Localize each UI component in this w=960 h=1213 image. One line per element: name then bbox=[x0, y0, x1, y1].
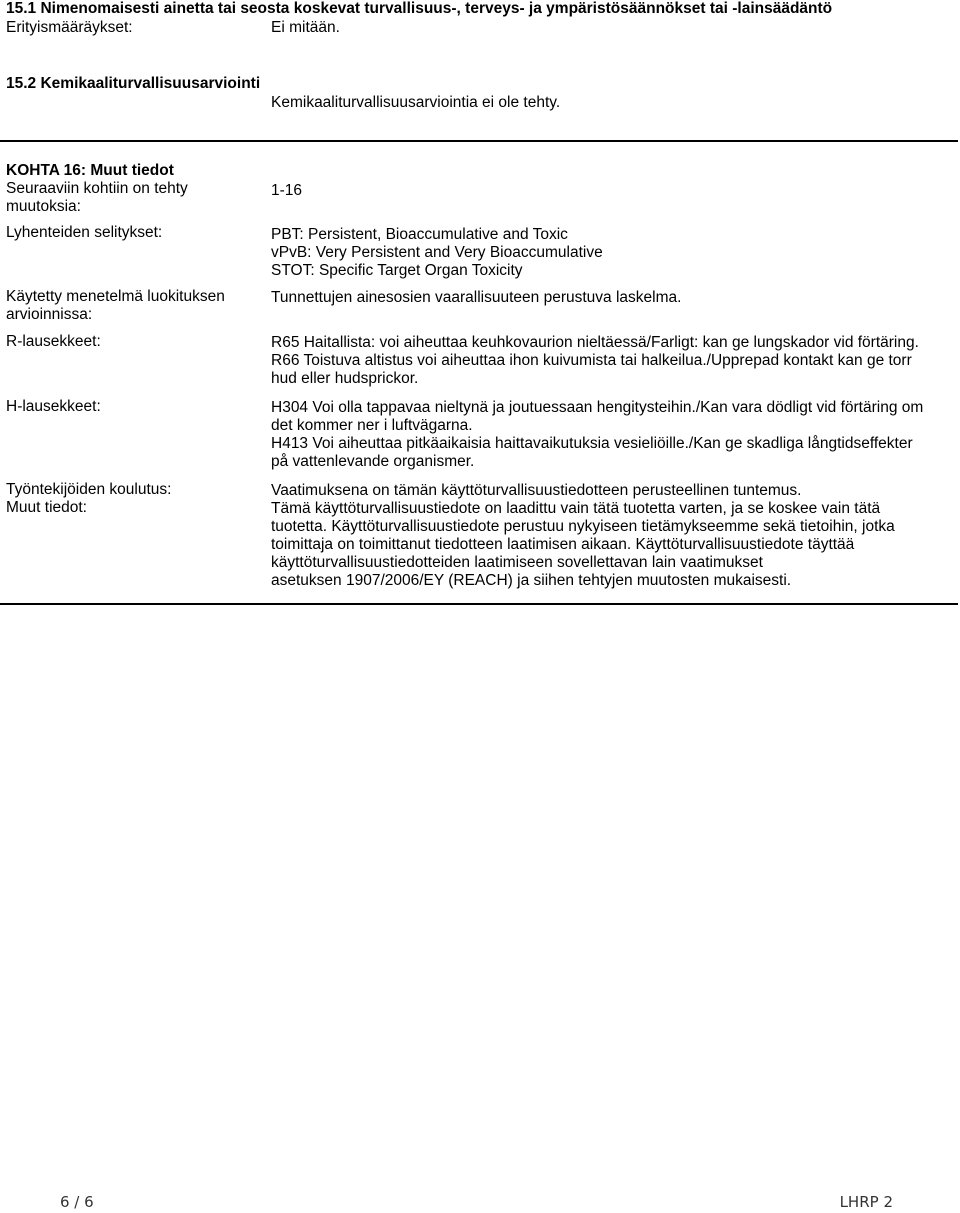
abbreviations-label: Lyhenteiden selitykset: bbox=[6, 224, 163, 241]
other-info-label: Muut tiedot: bbox=[6, 499, 87, 516]
method-value: Tunnettujen ainesosien vaarallisuuteen perustuva laskelma. bbox=[271, 289, 682, 306]
other-info-line: asetuksen 1907/2006/EY (REACH) ja siihen tehtyjen muutosten mukaisesti. bbox=[271, 572, 792, 589]
h-phrase-line: på vattenlevande organismer. bbox=[271, 453, 475, 470]
changes-value: 1-16 bbox=[271, 182, 303, 199]
method-label-line-1: Käytetty menetelmä luokituksen bbox=[6, 288, 225, 305]
changes-label-line-2: muutoksia: bbox=[6, 198, 81, 215]
abbreviation-stot: STOT: Specific Target Organ Toxicity bbox=[271, 262, 523, 279]
method-label-line-2: arvioinnissa: bbox=[6, 306, 93, 323]
special-provisions-value: Ei mitään. bbox=[271, 19, 340, 36]
abbreviation-pbt: PBT: Persistent, Bioaccumulative and Toxic bbox=[271, 226, 568, 243]
r-phrase-line: R65 Haitallista: voi aiheuttaa keuhkovaurion nieltäessä/Farligt: kan ge lungskador vid förtäring. bbox=[271, 334, 919, 351]
training-label: Työntekijöiden koulutus: bbox=[6, 481, 172, 498]
h-phrases-label: H-lausekkeet: bbox=[6, 398, 101, 415]
training-value: Vaatimuksena on tämän käyttöturvallisuustiedotteen perusteellinen tuntemus. bbox=[271, 482, 802, 499]
section-divider-top bbox=[0, 140, 958, 142]
page-number: 6 / 6 bbox=[60, 1193, 94, 1211]
other-info-line: tuotetta. Käyttöturvallisuustiedote perustuu nykyiseen tietämykseemme sekä tietoihin, jotka bbox=[271, 518, 895, 535]
h-phrase-line: det kommer ner i luftvägarna. bbox=[271, 417, 473, 434]
other-info-line: käyttöturvallisuustiedotteiden laatimiseen sovellettavan lain vaatimukset bbox=[271, 554, 763, 571]
other-info-line: toimittaja on toimittanut tiedotteen laatimisen aikaan. Käyttöturvallisuustiedote täyttää bbox=[271, 536, 855, 553]
h-phrase-line: H304 Voi olla tappavaa nieltynä ja joutuessaan hengitysteihin./Kan vara dödligt vid förtäring om bbox=[271, 399, 924, 416]
h-phrase-line: H413 Voi aiheuttaa pitkäaikaisia haittavaikutuksia vesieliöille./Kan ge skadliga långtidseffekter bbox=[271, 435, 913, 452]
section-divider-bottom bbox=[0, 603, 958, 605]
divider-tick bbox=[252, 603, 270, 604]
other-info-line: Tämä käyttöturvallisuustiedote on laadittu vain tätä tuotetta varten, ja se koskee vain tätä bbox=[271, 500, 881, 517]
divider-tick bbox=[252, 140, 270, 141]
document-code: LHRP 2 bbox=[839, 1193, 893, 1211]
r-phrase-line: hud eller hudsprickor. bbox=[271, 370, 419, 387]
special-provisions-label: Erityismääräykset: bbox=[6, 19, 133, 36]
r-phrases-label: R-lausekkeet: bbox=[6, 333, 101, 350]
section-15-1-heading: 15.1 Nimenomaisesti ainetta tai seosta koskevat turvallisuus-, terveys- ja ympäristösäännökset tai -lainsäädäntö bbox=[6, 0, 833, 17]
r-phrase-line: R66 Toistuva altistus voi aiheuttaa ihon kuivumista tai halkeilua./Upprepad kontakt kan ge torr bbox=[271, 352, 912, 369]
chemical-safety-assessment-value: Kemikaaliturvallisuusarviointia ei ole tehty. bbox=[271, 94, 561, 111]
section-15-2-heading: 15.2 Kemikaaliturvallisuusarviointi bbox=[6, 75, 261, 92]
section-16-heading: KOHTA 16: Muut tiedot bbox=[6, 162, 174, 179]
abbreviation-vpvb: vPvB: Very Persistent and Very Bioaccumulative bbox=[271, 244, 603, 261]
changes-label-line-1: Seuraaviin kohtiin on tehty bbox=[6, 180, 188, 197]
